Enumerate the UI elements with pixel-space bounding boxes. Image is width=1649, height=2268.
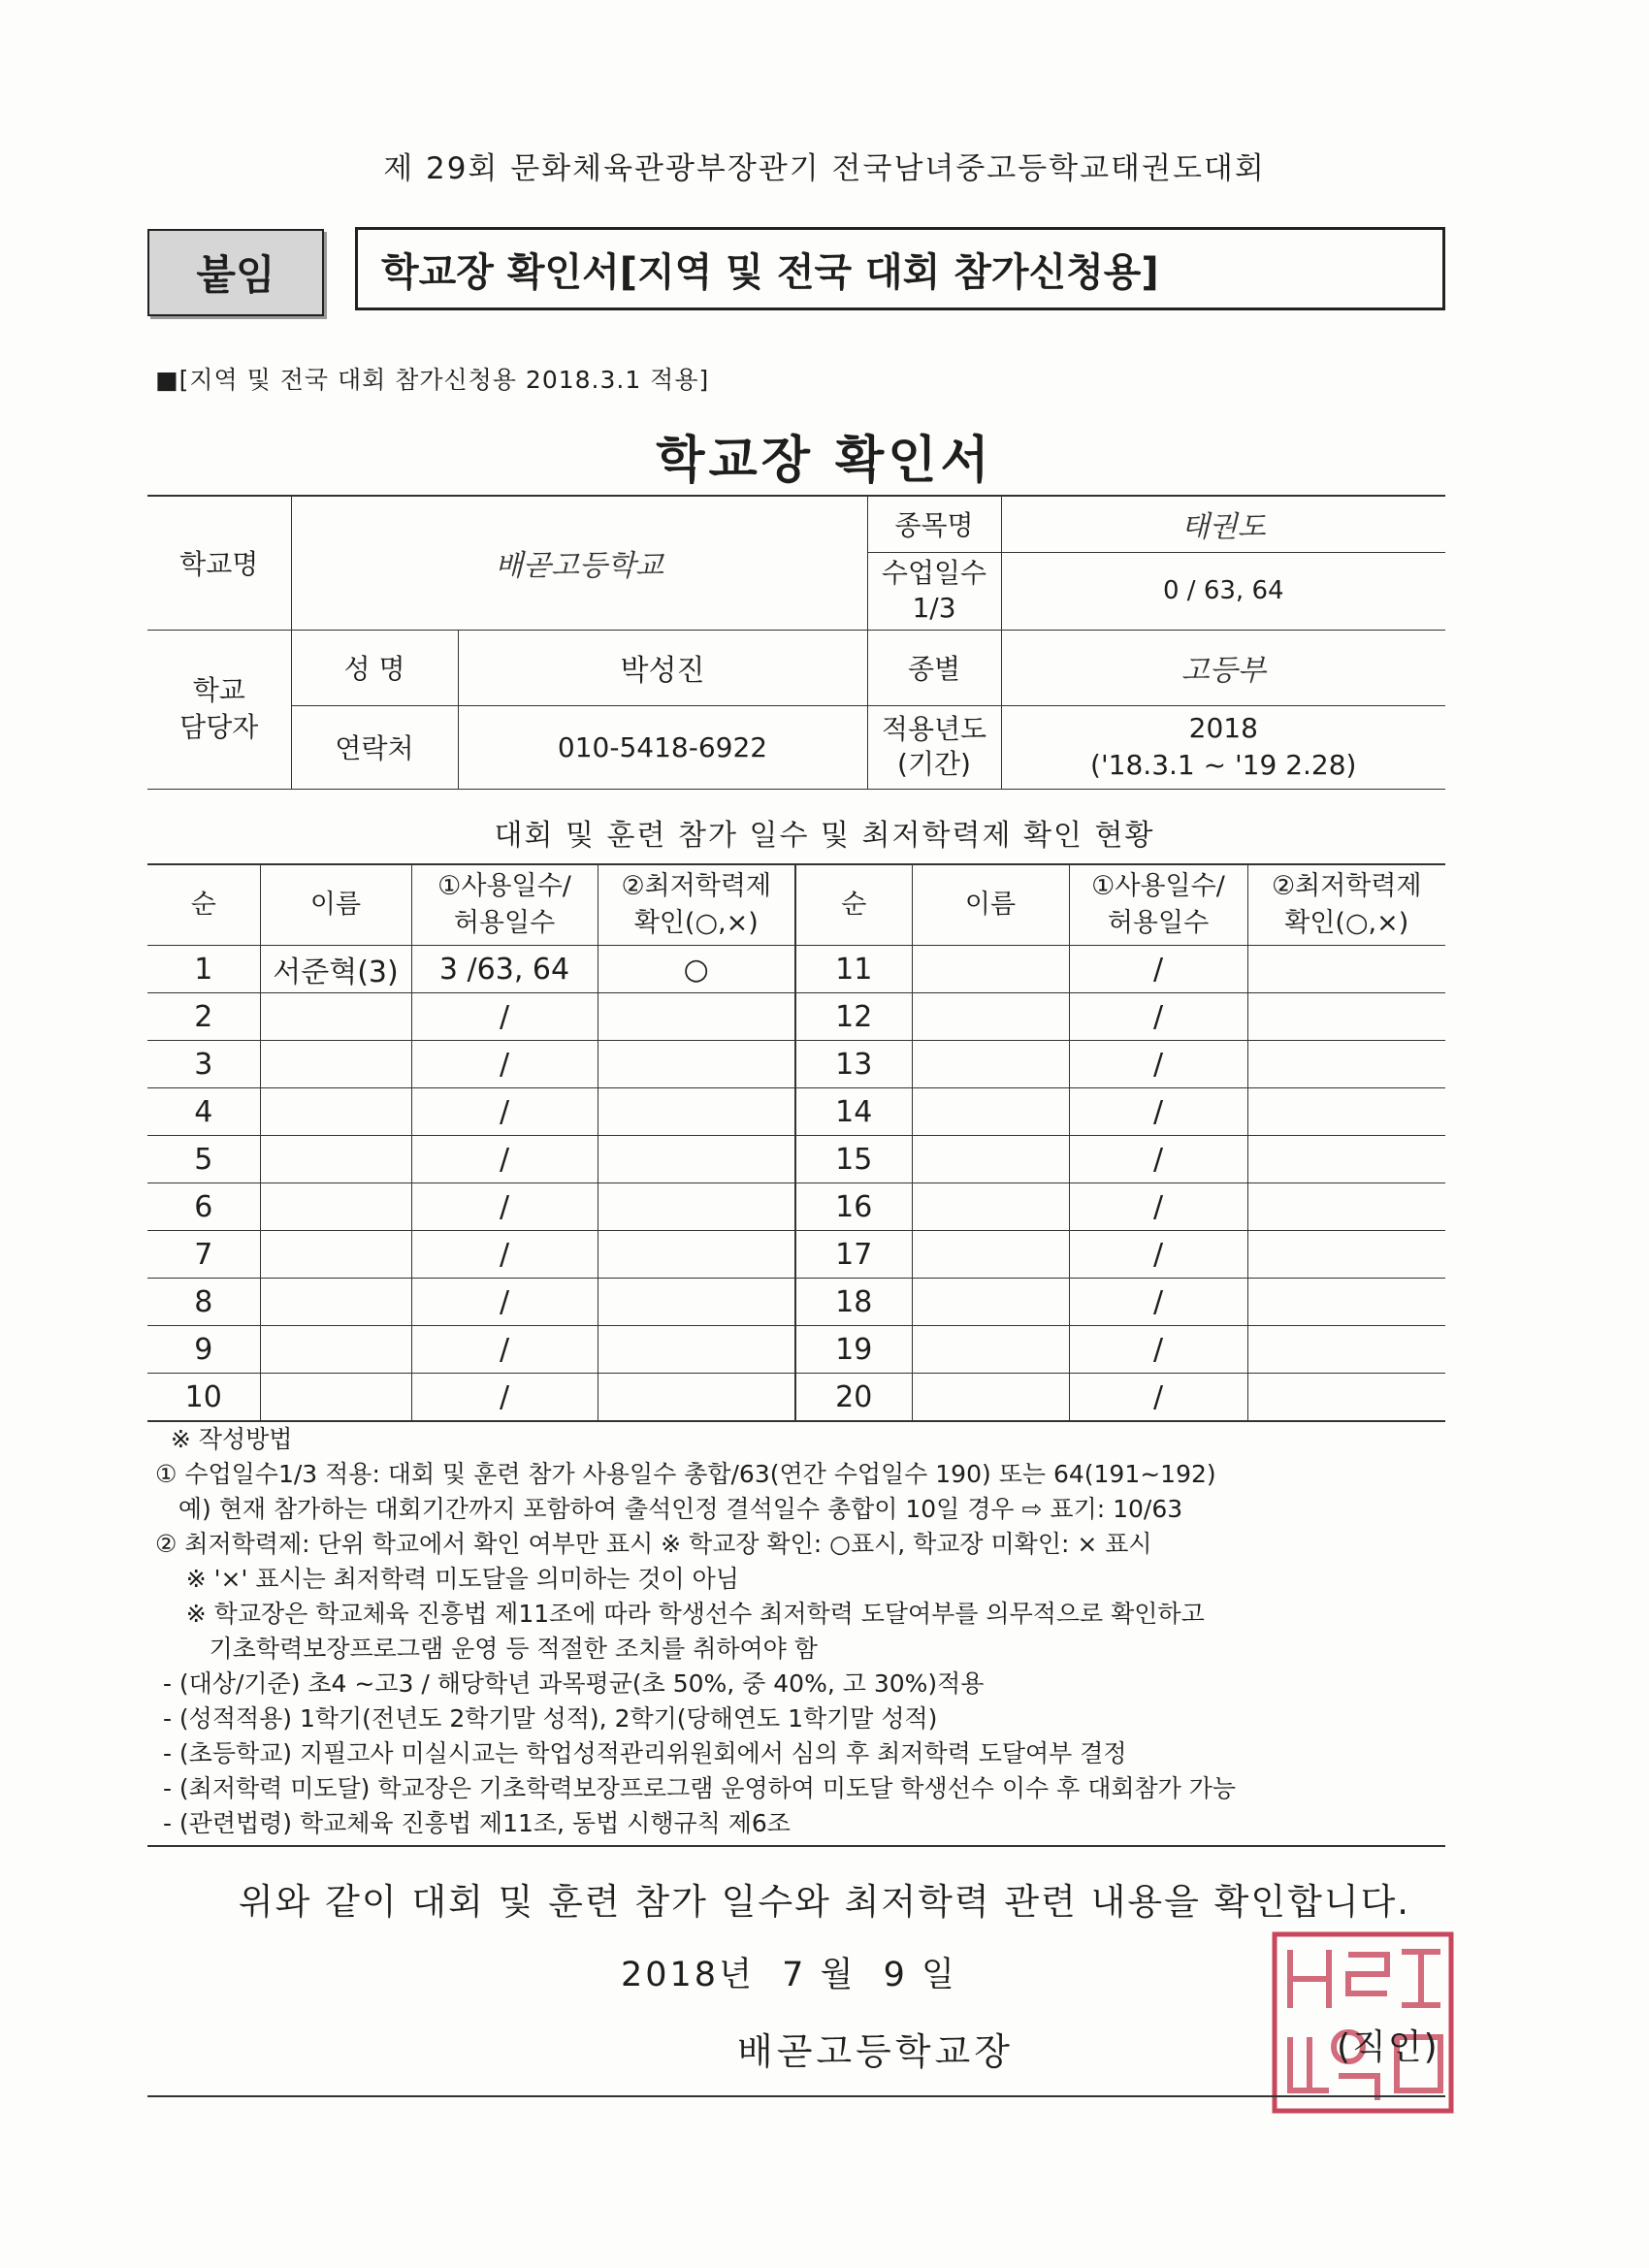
- used-days-right: /: [1069, 1183, 1247, 1231]
- sport-label: 종목명: [867, 496, 1001, 552]
- category-label: 종별: [867, 630, 1001, 705]
- col-no-right: 순: [795, 864, 912, 946]
- row-number-left: 9: [147, 1326, 260, 1374]
- min-grade-check-right: [1247, 1326, 1445, 1374]
- writing-instructions: [155, 1422, 1455, 1841]
- min-grade-check-left: [598, 1136, 795, 1183]
- table-row: [147, 1326, 1445, 1374]
- divider: [147, 1845, 1445, 1847]
- row-number-left: 7: [147, 1231, 260, 1279]
- min-grade-check-left: [598, 1326, 795, 1374]
- table-row: [147, 1231, 1445, 1279]
- athlete-name-left: [260, 1326, 411, 1374]
- min-grade-check-left: [598, 1183, 795, 1231]
- class-days-value: 0 / 63, 64: [1001, 552, 1445, 630]
- school-name-label: 학교명: [147, 496, 291, 630]
- row-number-left: 10: [147, 1374, 260, 1422]
- instruction-line: - (관련법령) 학교체육 진흥법 제11조, 동법 시행규칙 제6조: [155, 1809, 791, 1837]
- min-grade-check-right: [1247, 1374, 1445, 1422]
- athlete-name-right: [912, 1326, 1069, 1374]
- manager-name-value: 박성진: [458, 630, 867, 705]
- athlete-name-right: [912, 1136, 1069, 1183]
- athlete-name-left: [260, 1088, 411, 1136]
- athlete-name-right: [912, 1041, 1069, 1088]
- instruction-line: 예) 현재 참가하는 대회기간까지 포함하여 출석인정 결석일수 총합이 10일 경우 ⇨ 표기: 10/63: [155, 1495, 1183, 1523]
- form-box-title: 학교장 확인서[지역 및 전국 대회 참가신청용]: [355, 227, 1445, 310]
- row-number-right: 17: [795, 1231, 912, 1279]
- athlete-name-right: [912, 1374, 1069, 1422]
- contact-value: 010-5418-6922: [458, 705, 867, 789]
- instruction-line: ※ '×' 표시는 최저학력 미도달을 의미하는 것이 아님: [155, 1565, 739, 1593]
- table-row: [147, 1136, 1445, 1183]
- min-grade-check-left: [598, 1374, 795, 1422]
- min-grade-check-left: [598, 1279, 795, 1326]
- table-row: [147, 1041, 1445, 1088]
- row-number-right: 14: [795, 1088, 912, 1136]
- used-days-right: /: [1069, 1279, 1247, 1326]
- athlete-name-right: [912, 946, 1069, 993]
- contact-label: 연락처: [291, 705, 458, 789]
- row-number-right: 16: [795, 1183, 912, 1231]
- confirmation-statement: 위와 같이 대회 및 훈련 참가 일수와 최저학력 관련 내용을 확인합니다.: [238, 1881, 1411, 1923]
- school-info-table: [147, 495, 1445, 790]
- instruction-line: ※ 학교장은 학교체육 진흥법 제11조에 따라 학생선수 최저학력 도달여부를 의무적으로 확인하고: [155, 1600, 1205, 1628]
- row-number-left: 6: [147, 1183, 260, 1231]
- col-name-left: 이름: [260, 864, 411, 946]
- year-label: 적용년도 (기간): [867, 705, 1001, 789]
- category-value: 고등부: [1001, 630, 1445, 705]
- row-number-right: 20: [795, 1374, 912, 1422]
- col-no-left: 순: [147, 864, 260, 946]
- col-check-right: ②최저학력제 확인(○,×): [1247, 864, 1445, 946]
- used-days-right: /: [1069, 993, 1247, 1041]
- attachment-tag: 붙임: [147, 229, 324, 316]
- instruction-line: ② 최저학력제: 단위 학교에서 확인 여부만 표시 ※ 학교장 확인: ○표시, 학교장 미확인: × 표시: [155, 1530, 1152, 1558]
- used-days-left: /: [411, 1231, 598, 1279]
- athlete-name-left: [260, 1183, 411, 1231]
- row-number-right: 15: [795, 1136, 912, 1183]
- athlete-name-left: [260, 1041, 411, 1088]
- min-grade-check-left: ○: [598, 946, 795, 993]
- used-days-left: /: [411, 1136, 598, 1183]
- used-days-left: /: [411, 1326, 598, 1374]
- row-number-left: 5: [147, 1136, 260, 1183]
- min-grade-check-right: [1247, 1088, 1445, 1136]
- row-number-left: 8: [147, 1279, 260, 1326]
- sport-value: 태권도: [1001, 496, 1445, 552]
- principal-name: 배곧고등학교장: [737, 2030, 1014, 2073]
- row-number-left: 3: [147, 1041, 260, 1088]
- instruction-line: - (초등학교) 지필고사 미실시교는 학업성적관리위원회에서 심의 후 최저학력 도달여부 결정: [155, 1739, 1127, 1767]
- min-grade-check-left: [598, 993, 795, 1041]
- instruction-line: - (최저학력 미도달) 학교장은 기초학력보장프로그램 운영하여 미도달 학생선수 이수 후 대회참가 가능: [155, 1774, 1237, 1802]
- athlete-name-left: [260, 1374, 411, 1422]
- used-days-right: /: [1069, 1231, 1247, 1279]
- athlete-name-left: [260, 1279, 411, 1326]
- row-number-right: 12: [795, 993, 912, 1041]
- seal-label: (직인): [1337, 2027, 1439, 2067]
- school-name-value: 배곧고등학교: [291, 496, 867, 630]
- col-days-right: ①사용일수/ 허용일수: [1069, 864, 1247, 946]
- col-days-left: ①사용일수/ 허용일수: [411, 864, 598, 946]
- athlete-name-left: [260, 1231, 411, 1279]
- athlete-name-left: [260, 993, 411, 1041]
- applicability-notice: ■[지역 및 전국 대회 참가신청용 2018.3.1 적용]: [155, 366, 710, 394]
- athlete-name-right: [912, 993, 1069, 1041]
- instruction-line: - (대상/기준) 초4 ~고3 / 해당학년 과목평균(초 50%, 중 40%, 고 30%)적용: [155, 1669, 985, 1698]
- used-days-left: /: [411, 1041, 598, 1088]
- issue-date: 2018년 7 월 9 일: [621, 1956, 957, 1994]
- manager-label: 학교 담당자: [147, 630, 291, 789]
- row-number-right: 18: [795, 1279, 912, 1326]
- used-days-right: /: [1069, 1088, 1247, 1136]
- used-days-right: /: [1069, 1326, 1247, 1374]
- min-grade-check-right: [1247, 993, 1445, 1041]
- page-title: 학교장 확인서: [656, 432, 993, 490]
- instruction-line: ※ 작성방법: [155, 1425, 293, 1453]
- table-row: [147, 946, 1445, 993]
- athlete-name-right: [912, 1088, 1069, 1136]
- used-days-left: /: [411, 1374, 598, 1422]
- used-days-left: /: [411, 1088, 598, 1136]
- athlete-name-left: [260, 1136, 411, 1183]
- table-row: [147, 1183, 1445, 1231]
- min-grade-check-left: [598, 1231, 795, 1279]
- athlete-name-right: [912, 1279, 1069, 1326]
- instruction-line: 기초학력보장프로그램 운영 등 적절한 조치를 취하여야 함: [155, 1635, 818, 1663]
- manager-name-label: 성 명: [291, 630, 458, 705]
- athlete-name-left: 서준혁(3): [260, 946, 411, 993]
- used-days-right: /: [1069, 946, 1247, 993]
- min-grade-check-right: [1247, 1183, 1445, 1231]
- year-value: 2018 ('18.3.1 ~ '19 2.28): [1001, 705, 1445, 789]
- min-grade-check-right: [1247, 1041, 1445, 1088]
- event-title: 제 29회 문화체육관광부장관기 전국남녀중고등학교태권도대회: [383, 151, 1266, 186]
- row-number-right: 13: [795, 1041, 912, 1088]
- row-number-right: 19: [795, 1326, 912, 1374]
- bottom-divider: [147, 2095, 1445, 2097]
- list-header-row: [147, 864, 1445, 946]
- used-days-left: /: [411, 1183, 598, 1231]
- col-check-left: ②최저학력제 확인(○,×): [598, 864, 795, 946]
- used-days-left: /: [411, 1279, 598, 1326]
- athlete-list-table: [147, 863, 1445, 1422]
- athlete-name-right: [912, 1183, 1069, 1231]
- class-days-label: 수업일수 1/3: [867, 552, 1001, 630]
- min-grade-check-right: [1247, 946, 1445, 993]
- col-name-right: 이름: [912, 864, 1069, 946]
- table-row: [147, 1088, 1445, 1136]
- used-days-left: 3 /63, 64: [411, 946, 598, 993]
- used-days-right: /: [1069, 1041, 1247, 1088]
- instruction-line: - (성적적용) 1학기(전년도 2학기말 성적), 2학기(당해연도 1학기말 성적): [155, 1704, 938, 1733]
- row-number-left: 4: [147, 1088, 260, 1136]
- instruction-line: ① 수업일수1/3 적용: 대회 및 훈련 참가 사용일수 총합/63(연간 수업일수 190) 또는 64(191~192): [155, 1460, 1216, 1488]
- row-number-left: 1: [147, 946, 260, 993]
- section-title: 대회 및 훈련 참가 일수 및 최저학력제 확인 현황: [494, 819, 1155, 853]
- min-grade-check-right: [1247, 1136, 1445, 1183]
- min-grade-check-right: [1247, 1231, 1445, 1279]
- athlete-name-right: [912, 1231, 1069, 1279]
- table-row: [147, 993, 1445, 1041]
- min-grade-check-left: [598, 1088, 795, 1136]
- table-row: [147, 1374, 1445, 1422]
- min-grade-check-left: [598, 1041, 795, 1088]
- used-days-right: /: [1069, 1136, 1247, 1183]
- min-grade-check-right: [1247, 1279, 1445, 1326]
- row-number-left: 2: [147, 993, 260, 1041]
- table-row: [147, 1279, 1445, 1326]
- used-days-left: /: [411, 993, 598, 1041]
- row-number-right: 11: [795, 946, 912, 993]
- used-days-right: /: [1069, 1374, 1247, 1422]
